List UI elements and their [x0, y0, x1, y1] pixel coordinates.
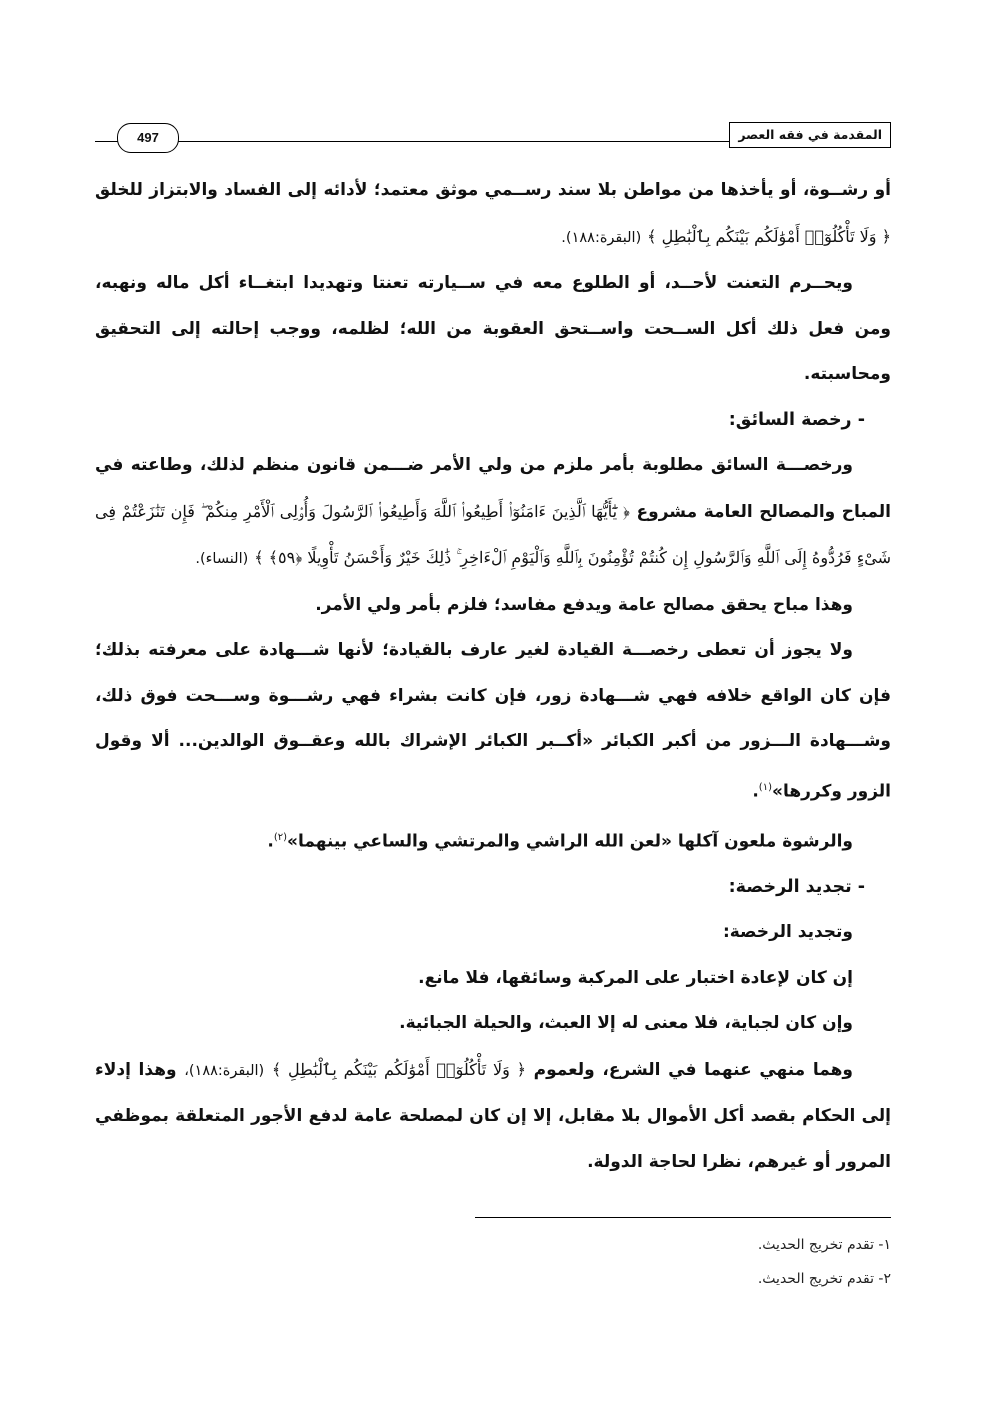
- paragraph-3-text: ورخصـــة السائق مطلوبة بأمر ملزم من ولي الأمر ضـــمن قانون منظم لذلك، وطاعته في المباح والمصالح العامة مشروع: [95, 455, 891, 522]
- paragraph-3: [95, 443, 891, 583]
- footnote-marker-1: (١): [758, 781, 772, 793]
- paragraph-1: [95, 168, 891, 261]
- quran-verse-1: ﴿ وَلَا تَأْكُلُوٓا۟ أَمْوَٰلَكُم بَيْنَكُم بِٱلْبَٰطِلِ ﴾: [647, 226, 891, 246]
- paragraph-5: [95, 628, 891, 815]
- footnote-rule: [475, 1217, 891, 1218]
- footnote-list: [95, 1228, 891, 1296]
- paragraph-7: وتجديد الرخصة:: [722, 922, 853, 943]
- quran-verse-3: ﴿ وَلَا تَأْكُلُوٓا۟ أَمْوَٰلَكُم بَيْنَكُم بِٱلْبَٰطِلِ ﴾: [271, 1059, 527, 1079]
- verse-reference-2: (النساء).: [195, 551, 249, 567]
- verse-reference-1: (البقرة:١٨٨).: [561, 229, 642, 246]
- paragraph-2: ويحــرم التعنت لأحــد، أو الطلوع معه في ســيارته تعنتا وتهديدا ابتغــاء أكل ماله ونهبه، ومن فعل ذلك أكل الســحت واســتحق العقوبة من الله؛ لظلمه، ووجب إحالته إلى التحقيق ومحاسبته.: [95, 273, 891, 384]
- quran-verse-2: ﴿ يَٰٓأَيُّهَا ٱلَّذِينَ ءَامَنُوٓا۟ أَطِيعُوا۟ ٱللَّهَ وَأَطِيعُوا۟ ٱلرَّسُولَ وَأُو۟لِى ٱلْأَمْرِ مِنكُمْ ۖ فَإِن تَنَٰزَعْتُمْ فِى شَىْءٍ فَرُدُّوهُ إِلَى ٱللَّهِ وَٱلرَّسُولِ إِن كُنتُمْ تُؤْمِنُونَ بِٱللَّهِ وَٱلْيَوْمِ ٱلْءَاخِرِ ۚ ذَٰلِكَ خَيْرٌ وَأَحْسَنُ تَأْوِيلًا ﴿٥٩﴾ ﴾: [95, 501, 891, 567]
- paragraph-1-text: أو رشــوة، أو يأخذها من مواطن بلا سند رســمي موثق معتمد؛ لأدائه إلى الفساد والابتزاز للخلق: [95, 180, 891, 200]
- footnotes: [95, 1217, 891, 1296]
- footnote-marker-2: (٢): [273, 831, 287, 843]
- page-number: 497: [117, 123, 179, 153]
- page-header: [95, 120, 891, 154]
- section-heading-driver-license: - رخصة السائق:: [728, 409, 865, 430]
- paragraph-5-text: ولا يجوز أن تعطى رخصـــة القيادة لغير عارف بالقيادة؛ لأنها شـــهادة على معرفته بذلك؛ فإن كان الواقع خلافه فهي شـــهادة زور، فإن كانت بشراء فهي رشـــوة وســـحت فوق ذلك، وشـــهادة الـــزور من أكبر الكبائر «أكــبر الكبائر الإشراك بالله وعقــوق الوالدين... ألا وقول الزور وكررها»: [95, 640, 891, 802]
- verse-reference-3: (البقرة:١٨٨)،: [184, 1062, 265, 1079]
- section-heading-license-renewal: - تجديد الرخصة:: [728, 876, 865, 897]
- paragraph-6-end: .: [267, 831, 274, 852]
- paragraph-10: [95, 1047, 891, 1186]
- paragraph-10-rest: وهذا إدلاء إلى الحكام بقصد أكل الأموال بلا مقابل، إلا إن كان لمصلحة عامة لدفع الأجور المتعلقة بموظفي المرور أو غيرهم، نظرا لحاجة الدولة.: [95, 1059, 891, 1172]
- page-body: [95, 168, 891, 1185]
- book-title: المقدمة في فقه العصر: [729, 122, 891, 148]
- paragraph-10-text: وهما منهي عنهما في الشرع، ولعموم: [533, 1059, 853, 1080]
- paragraph-8: إن كان لإعادة اختبار على المركبة وسائقها، فلا مانع.: [418, 967, 853, 988]
- footnote-1: ١- تقدم تخريج الحديث.: [757, 1237, 891, 1253]
- paragraph-9: وإن كان لجباية، فلا معنى له إلا العبث، والحيلة الجبائية.: [399, 1013, 853, 1034]
- footnote-2: ٢- تقدم تخريج الحديث.: [757, 1271, 891, 1287]
- paragraph-4: وهذا مباح يحقق مصالح عامة ويدفع مفاسد؛ فلزم بأمر ولي الأمر.: [315, 594, 853, 615]
- paragraph-6-text: والرشوة ملعون آكلها «لعن الله الراشي والمرتشي والساعي بينهما»: [287, 831, 853, 852]
- paragraph-6: [95, 815, 891, 865]
- paragraph-5-end: .: [752, 781, 759, 802]
